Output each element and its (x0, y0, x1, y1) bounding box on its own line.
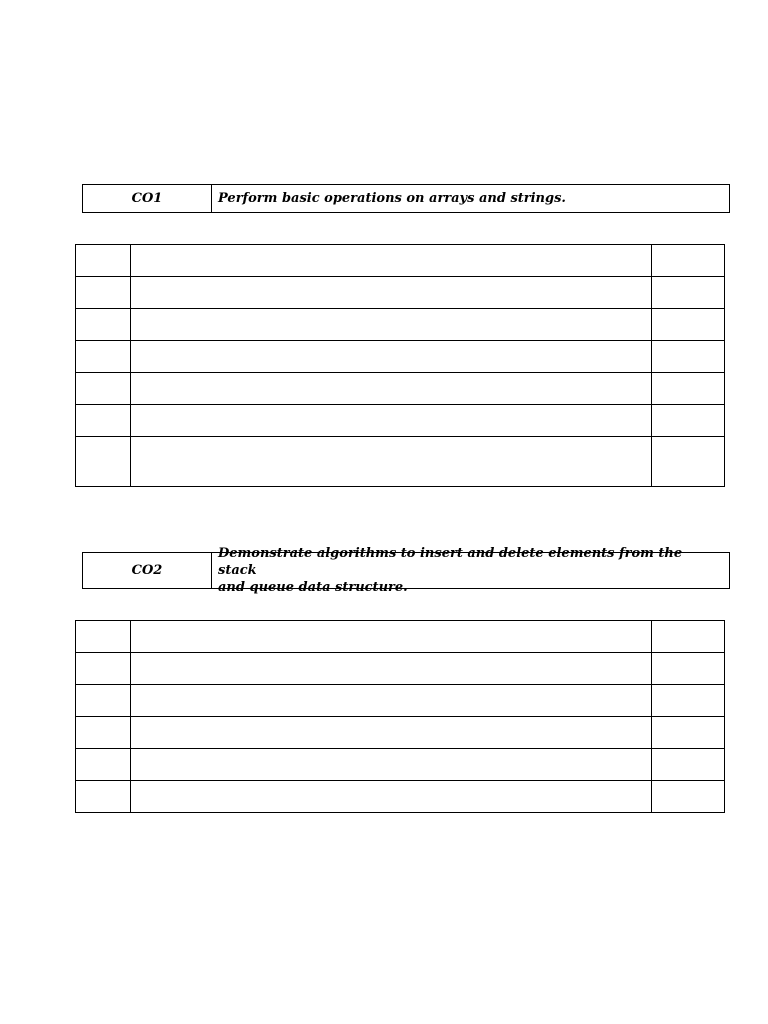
table-cell (131, 781, 652, 813)
table-cell (76, 405, 131, 437)
table-row (76, 685, 725, 717)
table-row (76, 341, 725, 373)
co2-description: Demonstrate algorithms to insert and delete elements from the stack and queue data structure. (218, 546, 683, 595)
table-row (76, 245, 725, 277)
table-cell (131, 653, 652, 685)
table-cell (76, 781, 131, 813)
table-cell (76, 717, 131, 749)
table-row (76, 405, 725, 437)
table-cell (652, 685, 725, 717)
table-cell (131, 405, 652, 437)
co1-description: Perform basic operations on arrays and strings. (218, 191, 566, 206)
table-cell (652, 717, 725, 749)
co2-code: CO2 (83, 553, 212, 588)
table-cell (131, 717, 652, 749)
co2-table (75, 620, 725, 813)
table-row (76, 717, 725, 749)
table-row (76, 437, 725, 487)
table-cell (131, 749, 652, 781)
table-cell (131, 621, 652, 653)
table-row (76, 781, 725, 813)
table-cell (131, 373, 652, 405)
table-cell (131, 341, 652, 373)
table-cell (652, 781, 725, 813)
table-cell (131, 685, 652, 717)
table-cell (131, 309, 652, 341)
table-row (76, 309, 725, 341)
table-cell (652, 341, 725, 373)
table-cell (652, 309, 725, 341)
table-row (76, 653, 725, 685)
table-cell (76, 685, 131, 717)
table-cell (652, 653, 725, 685)
co2-header (82, 546, 730, 595)
table-row (76, 277, 725, 309)
co1-header (82, 184, 730, 213)
table-cell (76, 309, 131, 341)
table-cell (652, 749, 725, 781)
table-cell (76, 653, 131, 685)
table-cell (76, 373, 131, 405)
table-cell (652, 405, 725, 437)
table-cell (76, 277, 131, 309)
table-cell (652, 437, 725, 487)
table-cell (76, 749, 131, 781)
table-cell (76, 621, 131, 653)
table-cell (131, 437, 652, 487)
table-cell (131, 245, 652, 277)
co1-table (75, 244, 725, 487)
table-row (76, 373, 725, 405)
table-cell (652, 621, 725, 653)
table-cell (76, 437, 131, 487)
table-cell (652, 277, 725, 309)
table-cell (76, 341, 131, 373)
table-row (76, 749, 725, 781)
table-cell (76, 245, 131, 277)
table-cell (652, 373, 725, 405)
table-cell (131, 277, 652, 309)
table-cell (652, 245, 725, 277)
table-row (76, 621, 725, 653)
co1-code: CO1 (83, 185, 212, 212)
